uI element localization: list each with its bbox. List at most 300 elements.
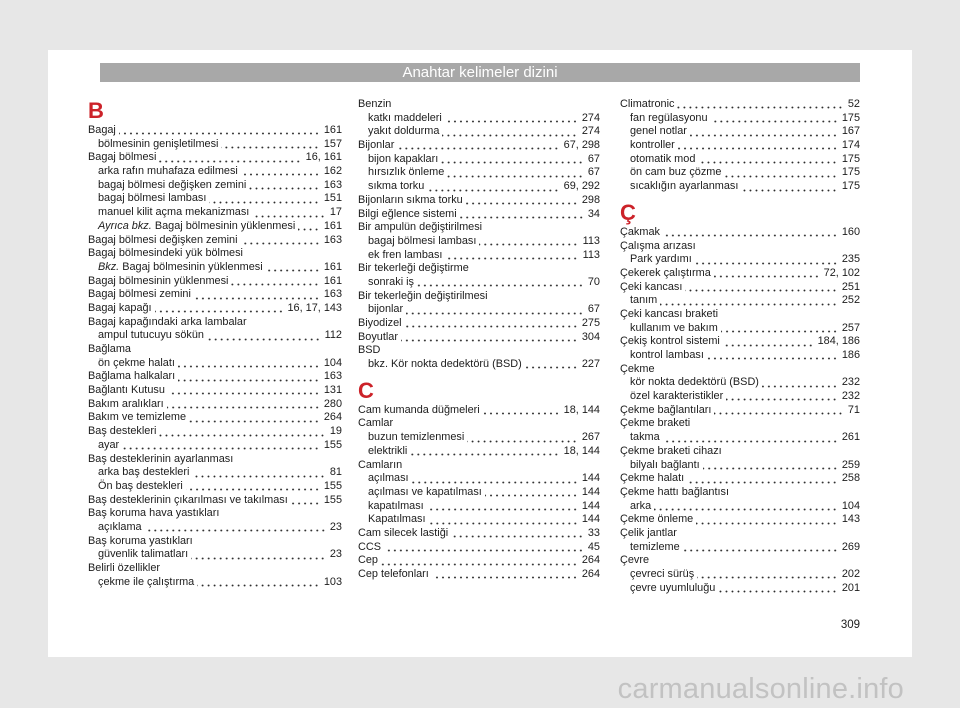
entry-term: Bagaj kapağı — [88, 301, 152, 314]
entry-label — [620, 513, 693, 527]
index-entry — [88, 288, 342, 302]
index-subentry — [88, 329, 342, 343]
entry-label — [358, 568, 429, 582]
entry-term: Bagaj bölmesinin yüklenmesi — [154, 219, 296, 232]
page-reference: 280 — [323, 397, 342, 410]
entry-term: Çalışma arızası — [620, 239, 696, 252]
entry-label — [98, 480, 183, 494]
entry-term: sıcaklığın ayarlanması — [630, 180, 739, 193]
index-entry — [88, 562, 342, 576]
entry-term: kullanım ve bakım — [630, 321, 718, 334]
entry-term: Bagaj bölmesinin yüklenmesi — [88, 274, 229, 287]
entry-label — [98, 548, 188, 562]
entry-term: fan regülasyonu — [630, 111, 708, 124]
page-reference: 257 — [841, 321, 860, 334]
dot-leader — [707, 349, 838, 363]
index-entry — [620, 281, 860, 295]
index-entry — [88, 425, 342, 439]
entry-label — [358, 208, 457, 222]
index-subentry — [358, 153, 600, 167]
entry-term: bilyalı bağlantı — [630, 458, 700, 471]
entry-label — [620, 445, 722, 459]
entry-label — [368, 166, 444, 180]
entry-label — [88, 384, 165, 398]
index-subentry — [620, 390, 860, 404]
dot-leader — [678, 139, 838, 153]
entry-label — [368, 303, 403, 317]
index-subentry — [88, 192, 342, 206]
page-reference: 71 — [847, 403, 860, 416]
entry-label — [358, 98, 391, 112]
dot-leader — [186, 480, 320, 494]
page-number: 309 — [840, 619, 860, 631]
page-reference: 232 — [841, 376, 860, 389]
entry-label — [630, 349, 704, 363]
dot-leader — [427, 180, 559, 194]
page-reference: 160 — [841, 225, 860, 238]
dot-leader — [703, 459, 838, 473]
page-reference: 202 — [841, 568, 860, 580]
dot-leader — [427, 500, 578, 514]
entry-label — [620, 308, 718, 322]
dot-leader — [298, 220, 320, 234]
index-subentry — [620, 376, 860, 390]
entry-term: hırsızlık önleme — [368, 166, 445, 179]
entry-term: Bijonlar — [358, 139, 395, 152]
entry-term: Bakım ve temizleme — [88, 411, 187, 424]
dot-leader — [207, 329, 321, 343]
entry-term: Çekme braketi — [620, 417, 691, 430]
entry-label — [630, 459, 700, 473]
page-reference: 23 — [329, 548, 342, 561]
index-subentry — [358, 500, 600, 514]
entry-label — [358, 527, 448, 541]
entry-term: arka baş destekleri — [98, 466, 190, 479]
index-subentry — [620, 112, 860, 126]
page-reference: 67 — [587, 152, 600, 165]
index-entry — [358, 139, 600, 153]
index-entry — [620, 472, 860, 486]
entry-term: kapatılması — [368, 499, 424, 512]
entry-label — [368, 112, 442, 126]
page-reference: 161 — [323, 219, 342, 232]
dot-leader — [654, 500, 838, 514]
page-reference: 175 — [841, 180, 860, 193]
index-subentry — [358, 235, 600, 249]
entry-term: Boyutlar — [358, 330, 398, 343]
page-reference: 144 — [581, 513, 600, 526]
page-reference: 19 — [329, 425, 342, 438]
page-reference: 264 — [581, 554, 600, 567]
index-entry — [88, 234, 342, 248]
entry-label — [98, 206, 249, 220]
entry-term: Park yardımı — [630, 253, 692, 266]
entry-label — [88, 275, 228, 289]
page-reference: 70 — [587, 275, 600, 288]
entry-label — [620, 554, 649, 568]
index-subentry — [88, 220, 342, 234]
page-reference: 45 — [587, 540, 600, 553]
dot-leader — [241, 234, 320, 248]
entry-label — [630, 322, 718, 336]
entry-term: buzun temizlenmesi — [368, 431, 465, 444]
index-subentry — [620, 253, 860, 267]
index-subentry — [358, 125, 600, 139]
entry-label — [620, 363, 655, 377]
entry-term: Bagaj bölmesi zemini — [88, 288, 191, 301]
entry-term: Bagaj bölmesi — [88, 151, 157, 164]
page-reference: 227 — [581, 358, 600, 371]
page-reference: 235 — [841, 253, 860, 266]
dot-leader — [159, 425, 325, 439]
page-reference: 162 — [323, 165, 342, 178]
index-subentry — [88, 206, 342, 220]
entry-term: Çekme braketi cihazı — [620, 444, 722, 457]
entry-label — [620, 240, 696, 254]
entry-term: Cam kumanda düğmeleri — [358, 403, 480, 416]
entry-term: özel karakteristikler — [630, 390, 724, 403]
page-reference: 175 — [841, 152, 860, 165]
entry-term: sıkma torku — [368, 180, 425, 193]
dot-leader — [663, 431, 838, 445]
index-entry — [620, 226, 860, 240]
page-reference: 103 — [323, 575, 342, 588]
entry-label — [98, 220, 295, 234]
page-reference: 157 — [323, 137, 342, 150]
dot-leader — [231, 275, 319, 289]
index-entry — [620, 404, 860, 418]
entry-label — [88, 494, 288, 508]
index-entry — [358, 417, 600, 431]
page-reference: 275 — [581, 317, 600, 329]
entry-label — [358, 194, 463, 208]
page-reference: 163 — [323, 233, 342, 246]
page-reference: 18, 144 — [563, 403, 600, 416]
entry-term: bölmesinin genişletilmesi — [98, 137, 219, 150]
entry-term: çevreci sürüş — [630, 568, 695, 580]
entry-term: otomatik mod — [630, 152, 696, 165]
entry-label — [620, 527, 677, 541]
entry-term: Çekerek çalıştırma — [620, 266, 711, 279]
index-entry — [620, 335, 860, 349]
entry-label — [358, 417, 393, 431]
dot-leader — [249, 179, 320, 193]
entry-label — [98, 576, 194, 590]
index-subentry — [620, 500, 860, 514]
entry-label — [368, 249, 442, 263]
entry-label — [88, 234, 238, 248]
entry-term: Cam silecek lastiği — [358, 526, 449, 539]
index-entry — [358, 317, 600, 331]
index-subentry — [358, 249, 600, 263]
index-subentry — [88, 138, 342, 152]
index-subentry — [88, 357, 342, 371]
dot-leader — [412, 472, 578, 486]
entry-term: Belirli özellikler — [88, 562, 161, 574]
index-subentry — [88, 521, 342, 535]
entry-label — [358, 262, 469, 276]
entry-label — [368, 472, 409, 486]
index-subentry — [620, 568, 860, 582]
entry-label — [358, 221, 482, 235]
index-column-1 — [88, 98, 342, 589]
page-reference: 161 — [323, 274, 342, 287]
dot-leader — [718, 582, 837, 596]
index-entry — [358, 194, 600, 208]
page-reference: 151 — [323, 192, 342, 205]
entry-label — [368, 513, 426, 527]
entry-term: Çeki kancası — [620, 280, 683, 293]
entry-label — [358, 317, 402, 331]
dot-leader — [695, 253, 838, 267]
index-entry — [358, 208, 600, 222]
index-entry — [88, 247, 342, 261]
index-entry — [88, 398, 342, 412]
entry-term: çekme ile çalıştırma — [98, 575, 195, 588]
dot-leader — [405, 317, 578, 331]
index-subentry — [620, 294, 860, 308]
dot-leader — [209, 192, 319, 206]
index-subentry — [620, 541, 860, 555]
index-entry — [620, 486, 860, 500]
page-reference: 23 — [329, 520, 342, 533]
dot-leader — [466, 194, 578, 208]
index-entry — [88, 384, 342, 398]
page-reference: 67 — [587, 303, 600, 316]
entry-term: Bagaj bölmesindeki yük bölmesi — [88, 247, 243, 260]
index-entry — [358, 344, 600, 358]
page-reference: 163 — [323, 370, 342, 383]
dot-leader — [451, 527, 584, 541]
dot-leader — [698, 153, 837, 167]
dot-leader — [401, 331, 578, 345]
page-reference: 264 — [581, 568, 600, 580]
page-reference: 161 — [323, 260, 342, 273]
index-entry — [358, 541, 600, 555]
index-entry — [358, 262, 600, 276]
page-reference: 298 — [581, 193, 600, 206]
index-entry — [620, 98, 860, 112]
dot-leader — [252, 206, 326, 220]
entry-label — [98, 521, 142, 535]
index-subentry — [88, 466, 342, 480]
page-reference: 274 — [581, 125, 600, 138]
dot-leader — [119, 124, 320, 138]
page-reference: 175 — [841, 166, 860, 179]
index-entry — [620, 417, 860, 431]
entry-term: Bagaj — [88, 124, 116, 136]
dot-leader — [429, 513, 578, 527]
index-entry — [88, 302, 342, 316]
index-subentry — [620, 180, 860, 194]
entry-term: güvenlik talimatları — [98, 548, 189, 561]
entry-term: elektrikli — [368, 444, 408, 457]
index-subentry — [358, 112, 600, 126]
entry-term: Biyodizel — [358, 317, 402, 329]
index-subentry — [88, 576, 342, 590]
dot-leader — [384, 541, 584, 555]
entry-label — [88, 411, 186, 425]
entry-label — [630, 112, 708, 126]
entry-term: genel notlar — [630, 125, 687, 138]
index-subentry — [620, 125, 860, 139]
dot-leader — [189, 411, 320, 425]
index-subentry — [620, 139, 860, 153]
entry-term: Bagaj bölmesi değişken zemini — [88, 233, 238, 246]
entry-label — [368, 431, 464, 445]
page-reference: 155 — [323, 479, 342, 492]
page-reference: 267 — [581, 431, 600, 444]
entry-term: Climatronic — [620, 98, 675, 110]
index-subentry — [620, 166, 860, 180]
index-subentry — [620, 153, 860, 167]
entry-term: CCS — [358, 540, 381, 553]
entry-term: bkz. Kör nokta dedektörü (BSD) — [368, 358, 522, 371]
dot-leader — [266, 261, 320, 275]
dot-leader — [726, 390, 838, 404]
page-reference: 175 — [841, 111, 860, 124]
entry-term: açıklama — [98, 520, 142, 533]
page-reference: 144 — [581, 499, 600, 512]
entry-term: Bağlama halkaları — [88, 370, 176, 383]
page-reference: 72, 102 — [823, 266, 860, 279]
dot-leader — [762, 376, 838, 390]
entry-term: sonraki iş — [368, 275, 414, 288]
index-entry — [358, 459, 600, 473]
entry-label — [368, 153, 438, 167]
index-entry — [88, 507, 342, 521]
index-subentry — [88, 179, 342, 193]
index-entry — [620, 513, 860, 527]
entry-term: arka — [630, 499, 652, 512]
dot-leader — [122, 439, 320, 453]
page-reference: 81 — [329, 466, 342, 479]
index-entry — [358, 290, 600, 304]
entry-label — [358, 554, 378, 568]
dot-leader — [711, 112, 838, 126]
dot-leader — [197, 576, 320, 590]
dot-leader — [291, 494, 320, 508]
index-subentry — [358, 431, 600, 445]
entry-term: kör nokta dedektörü (BSD) — [630, 376, 759, 389]
index-entry — [358, 554, 600, 568]
entry-label — [88, 370, 175, 384]
entry-label — [630, 431, 660, 445]
index-entry — [88, 535, 342, 549]
dot-leader — [447, 166, 584, 180]
entry-label — [88, 151, 156, 165]
entry-label — [88, 562, 160, 576]
dot-leader — [741, 180, 837, 194]
index-entry — [358, 331, 600, 345]
index-entry — [620, 267, 860, 281]
entry-term: bijon kapakları — [368, 152, 439, 165]
dot-leader — [381, 554, 578, 568]
entry-label — [630, 253, 692, 267]
entry-term: Bir tekerleği değiştirme — [358, 262, 469, 275]
page-reference: 167 — [841, 125, 860, 138]
entry-label — [620, 486, 729, 500]
dot-leader — [192, 466, 325, 480]
entry-label — [630, 139, 675, 153]
entry-label — [98, 138, 218, 152]
dot-leader — [417, 276, 584, 290]
dot-leader — [724, 166, 837, 180]
entry-label — [98, 439, 119, 453]
page-reference: 304 — [581, 330, 600, 343]
entry-label — [620, 472, 684, 486]
entry-label — [98, 466, 189, 480]
dot-leader — [697, 568, 838, 582]
dot-leader — [159, 151, 301, 165]
dot-leader — [178, 370, 320, 384]
entry-label — [630, 180, 738, 194]
entry-label — [620, 267, 711, 281]
entry-label — [368, 500, 424, 514]
entry-label — [630, 568, 694, 582]
dot-leader — [525, 358, 578, 372]
entry-term: Bağlantı Kutusu — [88, 384, 165, 397]
see-also-prefix: Ayrıca bkz. — [98, 219, 152, 232]
index-column-3 — [620, 98, 860, 595]
entry-term: Bağlama — [88, 343, 131, 355]
index-entry — [88, 316, 342, 330]
entry-label — [368, 235, 476, 249]
entry-label — [620, 417, 690, 431]
entry-term: Çekme bağlantıları — [620, 403, 712, 416]
dot-leader — [191, 548, 326, 562]
entry-term: Çekme hattı bağlantısı — [620, 485, 729, 498]
dot-leader — [155, 302, 284, 316]
entry-term: ön çekme halatı — [98, 356, 175, 369]
page-reference: 269 — [841, 540, 860, 553]
entry-term: Bir tekerleğin değiştirilmesi — [358, 289, 488, 302]
dot-leader — [432, 568, 578, 582]
dot-leader — [479, 235, 578, 249]
entry-term: bagaj bölmesi lambası — [98, 192, 207, 205]
page-reference: 259 — [841, 458, 860, 471]
page-reference: 104 — [323, 356, 342, 369]
page-reference: 252 — [841, 294, 860, 307]
entry-term: arka rafın muhafaza edilmesi — [98, 165, 238, 178]
entry-label — [98, 357, 175, 371]
index-entry — [88, 124, 342, 138]
entry-label — [620, 281, 682, 295]
entry-label — [98, 329, 204, 343]
dot-leader — [683, 541, 838, 555]
entry-label — [98, 261, 263, 275]
page-reference: 186 — [841, 349, 860, 361]
dot-leader — [410, 445, 559, 459]
page-reference: 274 — [581, 111, 600, 124]
entry-term: Camların — [358, 458, 403, 471]
index-entry — [358, 98, 600, 112]
entry-term: Bagaj bölmesinin yüklenmesi — [122, 260, 263, 273]
dot-leader — [467, 431, 578, 445]
watermark: carmanualsonline.info — [617, 673, 904, 705]
entry-label — [358, 290, 488, 304]
index-subentry — [620, 459, 860, 473]
index-entry — [358, 527, 600, 541]
entry-label — [630, 376, 759, 390]
page-reference: 144 — [581, 472, 600, 485]
entry-term: takma — [630, 431, 660, 444]
dot-leader — [178, 357, 320, 371]
page-reference: 232 — [841, 390, 860, 403]
entry-label — [368, 358, 522, 372]
entry-term: tanım — [630, 294, 658, 307]
dot-leader — [441, 153, 584, 167]
